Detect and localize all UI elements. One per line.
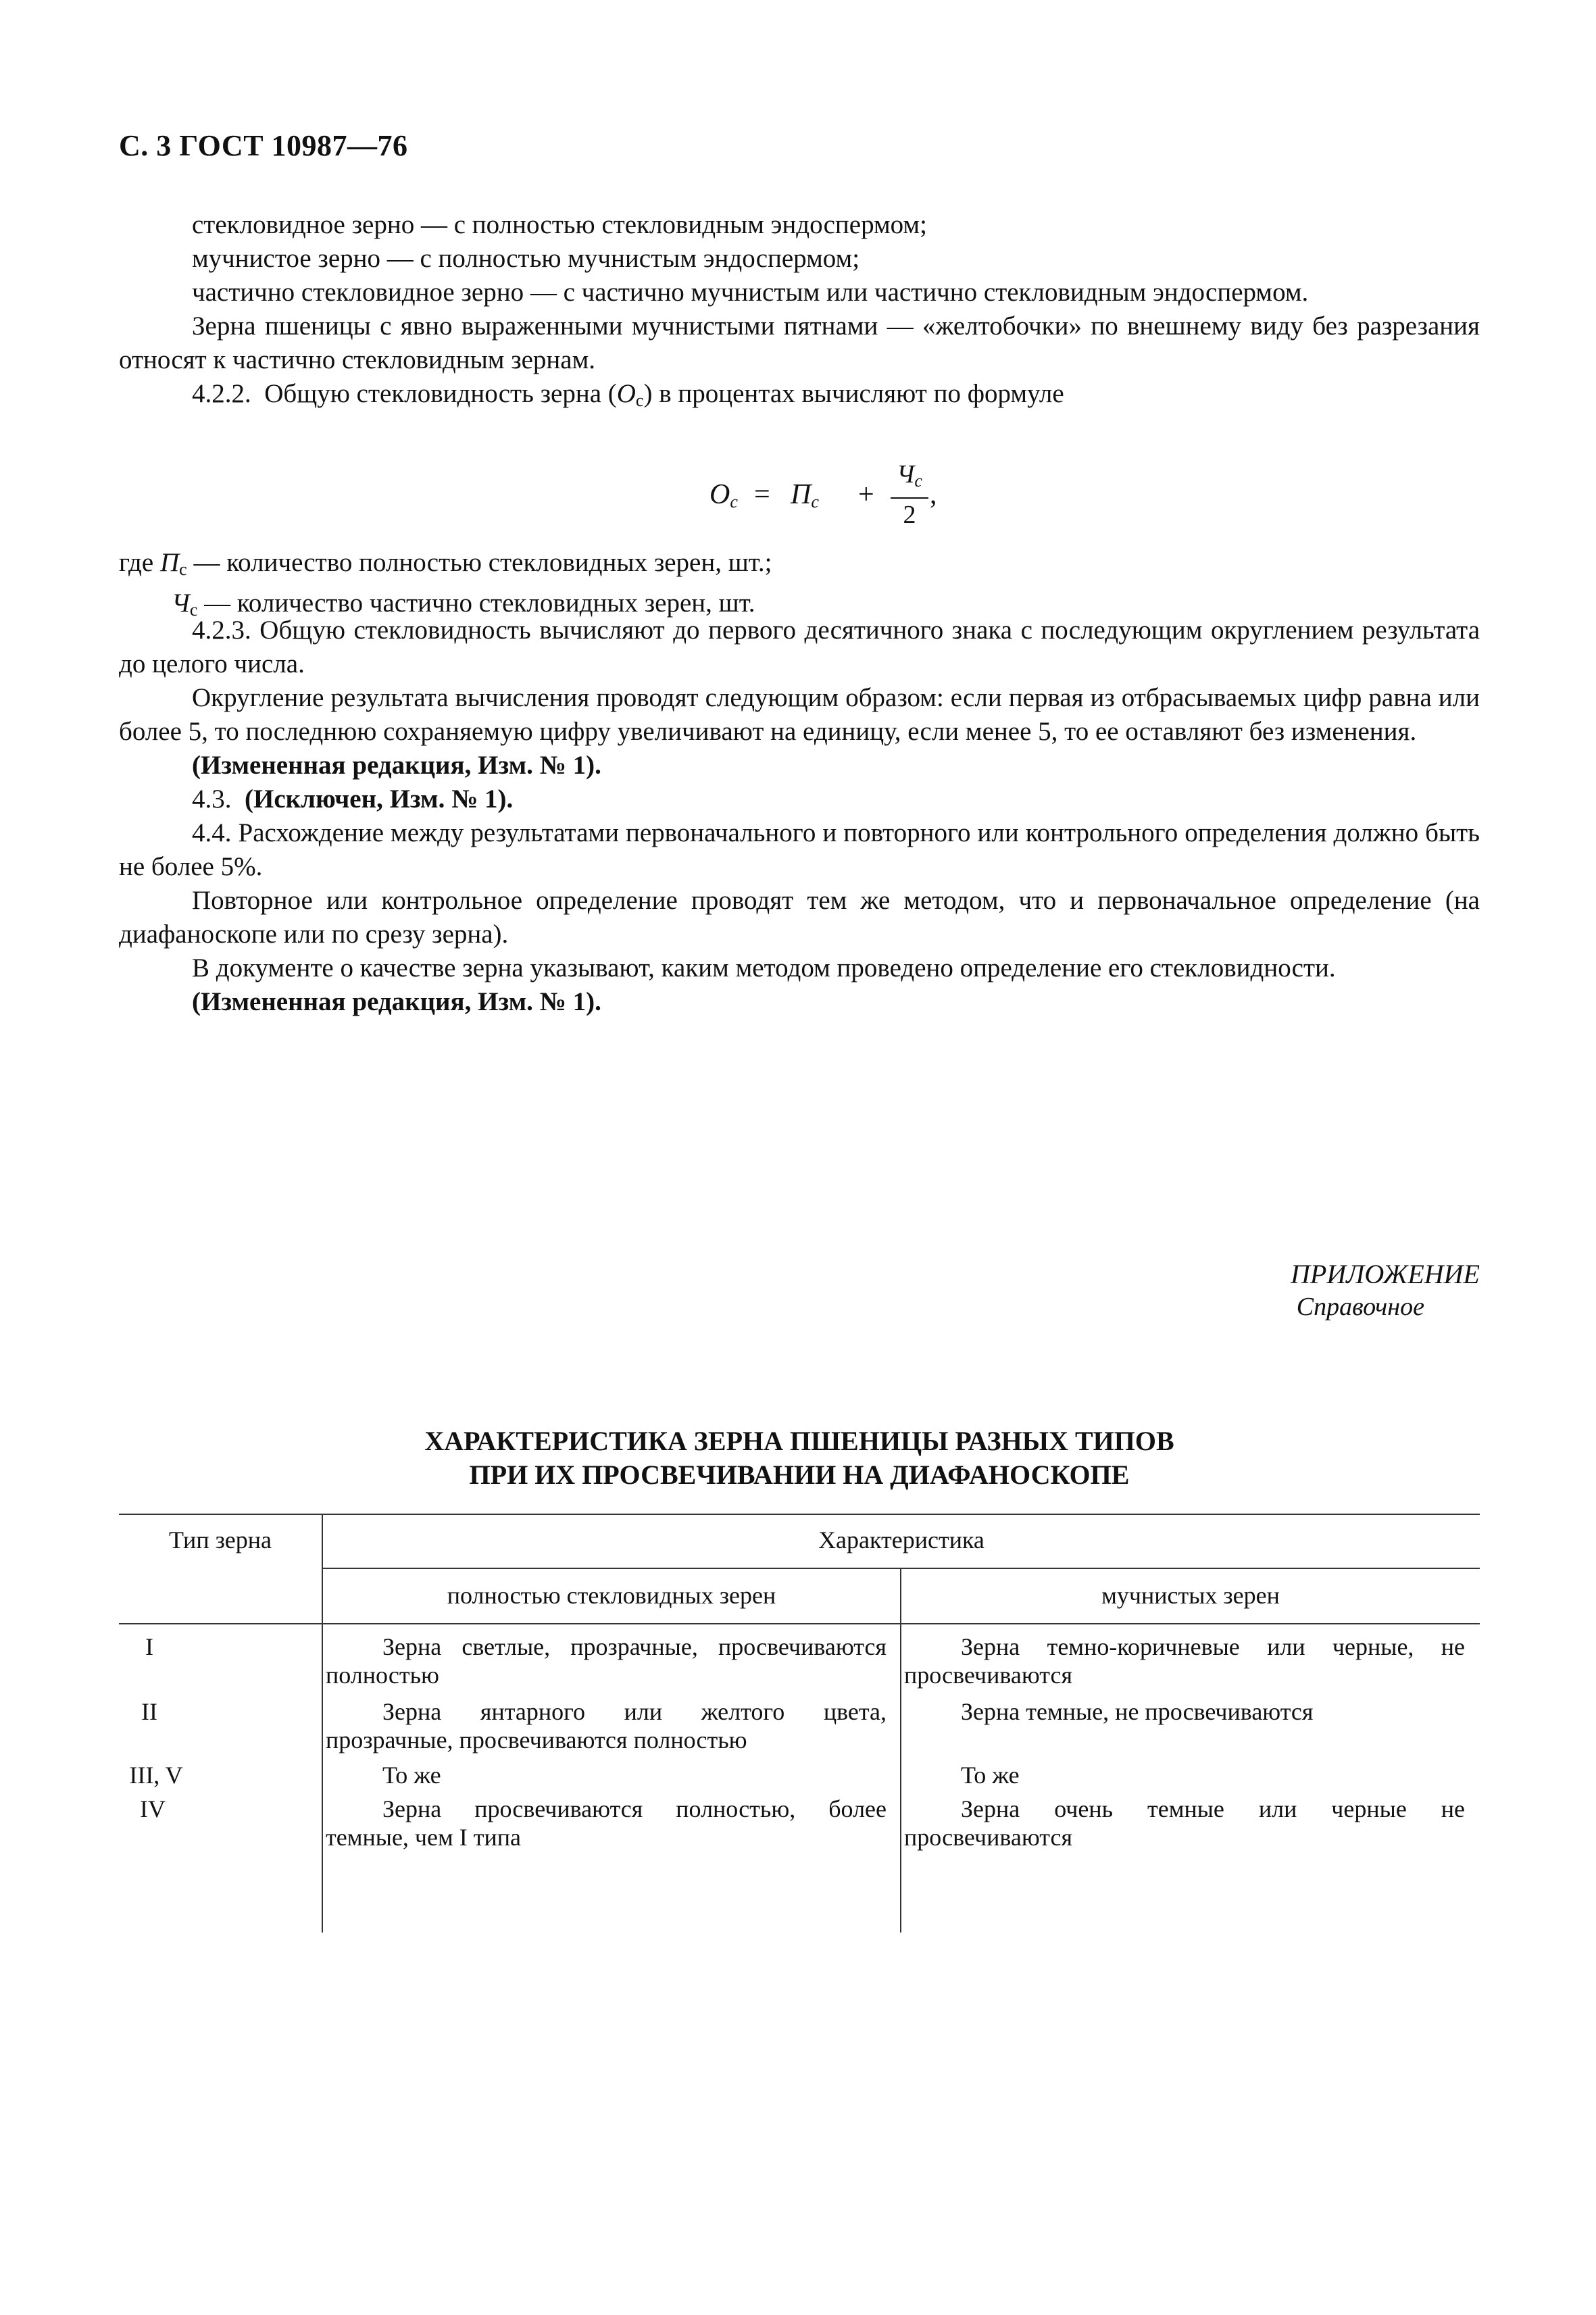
formula-equals: = [754,479,770,510]
paragraph-partially-vitreous-grain: частично стекловидное зерно — с частично мучнистым или частично стекловидным эндоспермом. [192,278,1309,307]
body-text-bottom [119,614,1480,1019]
paragraph-4-2-2 [119,377,1480,418]
table-row-vitreous: Зерна янтарного или желтого цвета, прозрачные, просвечиваются полностью [326,1698,887,1753]
formula-comma: , [930,479,937,510]
paragraph-repeat-determination: Повторное или контрольное определение проводят тем же методом, что и первоначальное определение (на диафаноскопе или по срезу зерна). [119,886,1480,949]
amendment-note-1: (Измененная редакция, Изм. № 1). [192,751,601,780]
clause-number: 4.2.2. [192,379,251,408]
header-vitreous: полностью стекловидных зерен [447,1582,776,1609]
table-row-vitreous: То же [382,1762,441,1789]
characteristics-table [119,1514,1480,1933]
amendment-note-2: (Измененная редакция, Изм. № 1). [192,987,601,1016]
table-row-vitreous: Зерна просвечиваются полностью, более темные, чем I типа [326,1795,887,1851]
table-row-mealy: Зерна темные, не просвечиваются [961,1698,1314,1725]
appendix-title: ПРИЛОЖЕНИЕ [1291,1259,1480,1289]
table-row-mealy: Зерна темно-коричневые или черные, не просвечиваются [904,1633,1465,1689]
page-header: С. 3 ГОСТ 10987—76 [119,129,408,162]
paragraph-mealy-grain: мучнистое зерно — с полностью мучнистым эндоспермом; [192,244,860,273]
table-subheader-rule [323,1568,1480,1569]
table-title-line-2: ПРИ ИХ ПРОСВЕЧИВАНИИ НА ДИАФАНОСКОПЕ [469,1460,1130,1490]
table-row-mealy: То же [961,1762,1020,1789]
paragraph-4-4: 4.4. Расхождение между результатами первоначального и повторного или контрольного определения должно быть не более 5%. [119,818,1480,881]
table-top-rule [119,1514,1480,1515]
fraction-bar [891,497,928,499]
table-row-type: I [145,1633,153,1660]
header-characteristic: Характеристика [818,1526,984,1553]
legend-row-p: где $П_с$ — количество полностью стекловидных зерен, шт.; [119,548,772,579]
paragraph-yellow-side-grains: Зерна пшеницы с явно выраженными мучнистыми пятнами — «желтобочки» по внешнему виду без разрезания относят к частично стекловидным зернам. [119,312,1480,374]
paragraph-quality-document: В документе о качестве зерна указывают, каким методом проведено определение его стекловидности. [192,953,1336,982]
fraction-numerator: $Ч_с$ [897,460,922,491]
table-divider-2 [900,1568,901,1933]
paragraph-rounding: Округление результата вычисления проводят следующим образом: если первая из отбрасываемых цифр равна или более 5, то последнюю сохраняемую цифру увеличивают на единицу, если менее 5, то ее оставляют без изменения. [119,683,1480,746]
symbol-subscript: с [635,391,644,410]
paragraph-4-3: 4.3. (Исключен, Изм. № 1). [192,785,514,814]
table-row-vitreous: Зерна светлые, прозрачные, просвечиваются полностью [326,1633,887,1689]
formula-fraction [891,459,928,530]
table-row-type: IV [140,1795,166,1822]
table-title-line-1: ХАРАКТЕРИСТИКА ЗЕРНА ПШЕНИЦЫ РАЗНЫХ ТИПОВ [424,1426,1174,1456]
clause-text-end: ) в процентах вычисляют по формуле [643,379,1064,408]
appendix-label [1291,1258,1480,1323]
table-divider-1 [322,1514,323,1933]
legend-row-ch: $Ч_с$ — количество частично стекловидных зерен, шт. [172,589,755,620]
body-text-top [119,208,1480,418]
symbol-o: О [616,379,636,408]
formula-lhs: $О_с$ [709,479,738,512]
table-row-mealy: Зерна очень темные или черные не просвечиваются [904,1795,1465,1851]
paragraph-vitreous-grain: стекловидное зерно — с полностью стекловидным эндоспермом; [192,210,927,239]
clause-text: Общую стекловидность зерна ( [264,379,617,408]
formula-term: $П_с$ [791,479,819,512]
appendix-subtitle: Справочное [1296,1293,1424,1321]
table-row-type: III, V [129,1762,183,1789]
formula-plus: + [858,479,874,510]
paragraph-4-2-3: 4.2.3. Общую стекловидность вычисляют до первого десятичного знака с последующим округлением результата до целого числа. [119,616,1480,678]
header-mealy: мучнистых зерен [1101,1582,1280,1609]
table-title [119,1424,1480,1492]
fraction-denominator: 2 [903,501,916,529]
table-header-bottom-rule [119,1623,1480,1624]
header-grain-type: Тип зерна [168,1526,272,1553]
table-row-type: II [141,1698,157,1725]
